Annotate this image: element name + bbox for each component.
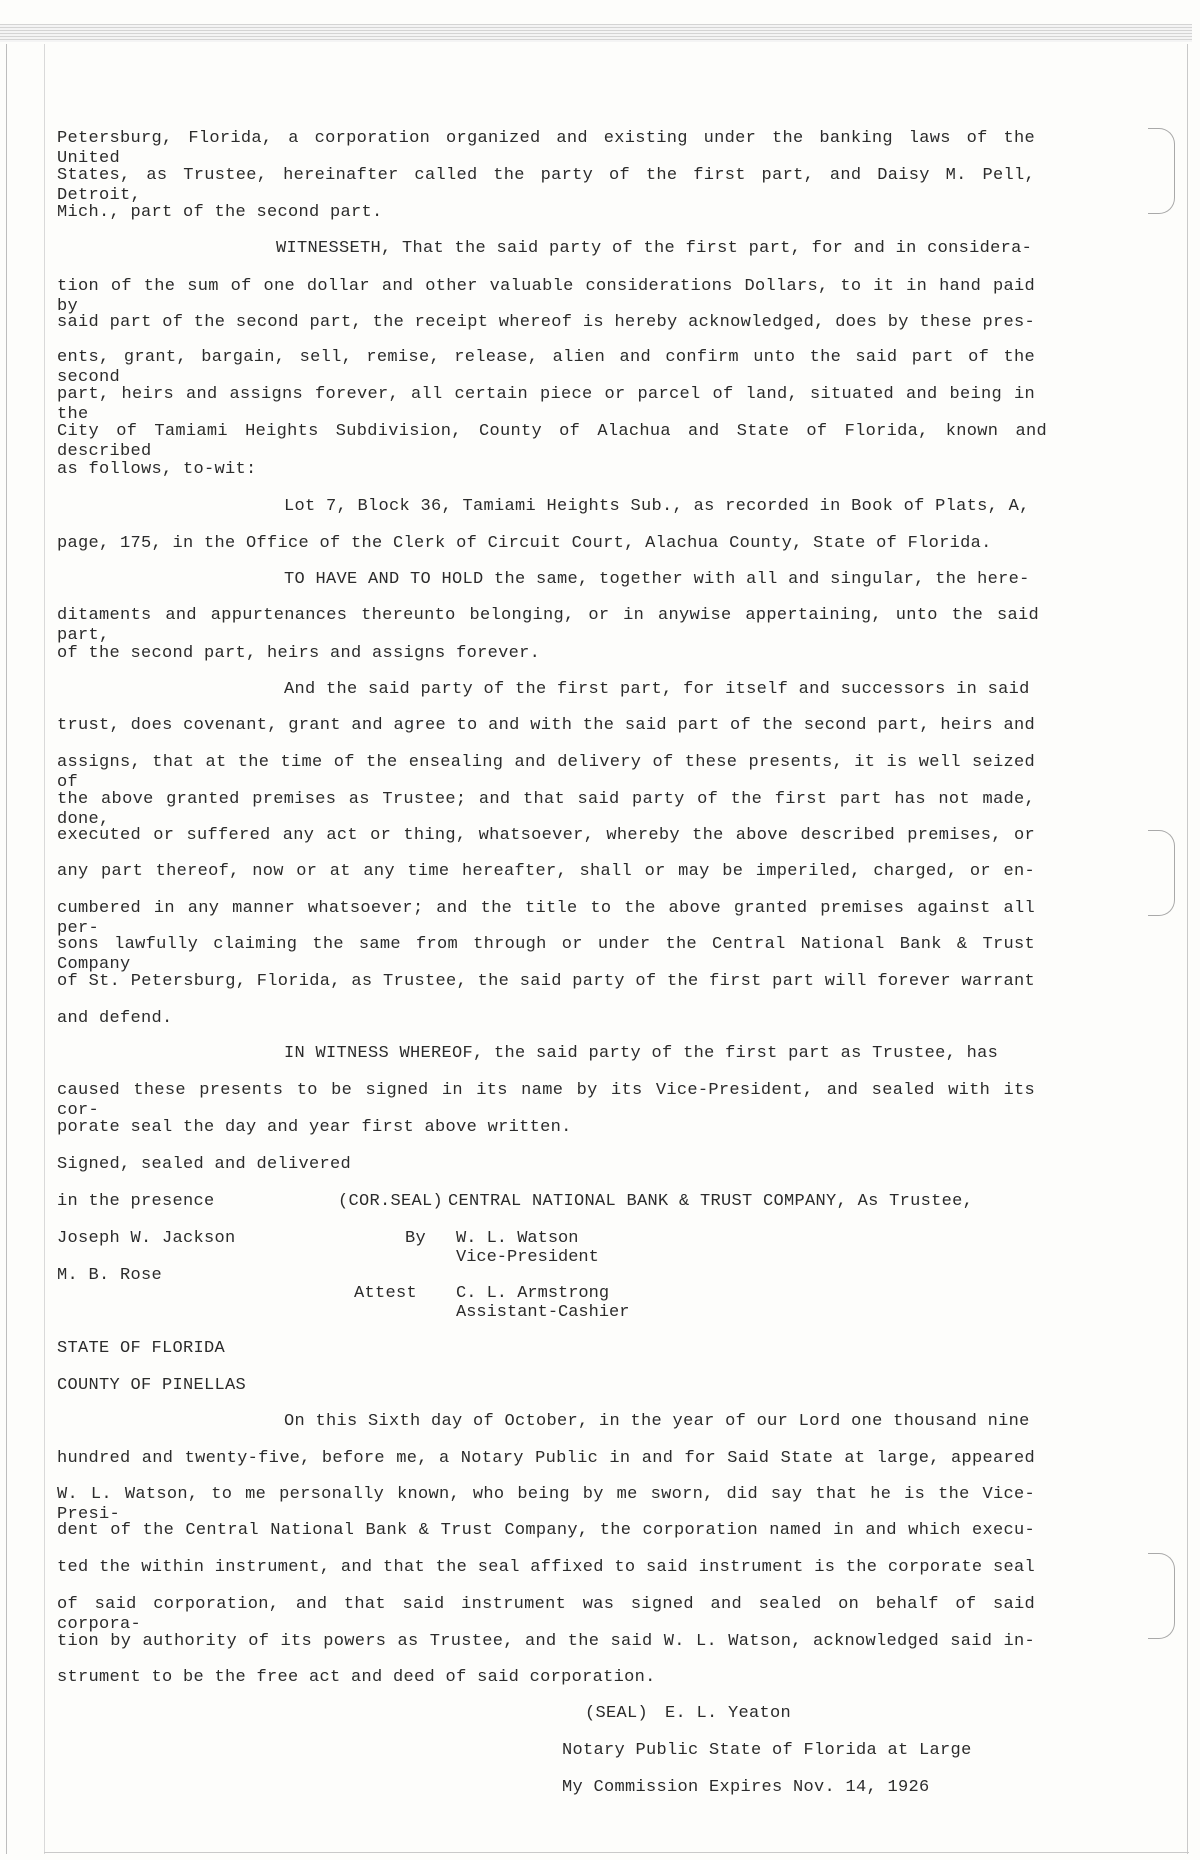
- acknowledgment-line: hundred and twenty-five, before me, a Notary Public in and for Said State at large, appeared: [57, 1449, 1035, 1468]
- corporate-seal-label: (COR.SEAL): [338, 1192, 444, 1211]
- notary-commission: My Commission Expires Nov. 14, 1926: [562, 1778, 930, 1797]
- left-margin-line: [44, 44, 45, 1854]
- testimonium-line: caused these presents to be signed in its name by its Vice-President, and sealed with its cor-: [57, 1081, 1035, 1120]
- covenant-line: the above granted premises as Trustee; and that said party of the first part has not made, done,: [57, 790, 1035, 829]
- acknowledgment-line: dent of the Central National Bank & Trust Company, the corporation named in and which execu-: [57, 1521, 1035, 1540]
- witness-signature: Joseph W. Jackson: [57, 1229, 236, 1248]
- habendum-line: TO HAVE AND TO HOLD the same, together with all and singular, the here-: [284, 570, 1030, 589]
- testimonium-line: IN WITNESS WHEREOF, the said party of the first part as Trustee, has: [284, 1044, 999, 1063]
- lot-line: Lot 7, Block 36, Tamiami Heights Sub., as recorded in Book of Plats, A,: [284, 497, 1030, 516]
- witnesseth-line: ents, grant, bargain, sell, remise, release, alien and confirm unto the said part of the second: [57, 348, 1035, 387]
- covenant-line: And the said party of the first part, for itself and successors in said: [284, 680, 1030, 699]
- deed-line: Petersburg, Florida, a corporation organized and existing under the banking laws of the United: [57, 129, 1035, 168]
- presence-line: in the presence: [57, 1192, 215, 1211]
- acknowledgment-line: of said corporation, and that said instrument was signed and sealed on behalf of said corpora-: [57, 1595, 1035, 1634]
- right-border: [1187, 44, 1188, 1854]
- witnesseth-line: tion of the sum of one dollar and other valuable considerations Dollars, to it in hand paid by: [57, 277, 1035, 316]
- binder-hole-3: [1148, 1553, 1175, 1639]
- covenant-line: and defend.: [57, 1009, 173, 1028]
- attester-name: C. L. Armstrong: [456, 1284, 610, 1303]
- acknowledgment-line: strument to be the free act and deed of said corporation.: [57, 1668, 656, 1687]
- witness-signature: M. B. Rose: [57, 1266, 163, 1285]
- top-rule: [0, 24, 1192, 42]
- binder-hole-1: [1148, 128, 1175, 214]
- lot-line: page, 175, in the Office of the Clerk of Circuit Court, Alachua County, State of Florida.: [57, 534, 992, 553]
- venue-state: STATE OF FLORIDA: [57, 1339, 226, 1358]
- acknowledgment-line: On this Sixth day of October, in the year of our Lord one thousand nine: [284, 1412, 1030, 1431]
- covenant-line: sons lawfully claiming the same from through or under the Central National Bank & Trust Company: [57, 935, 1035, 974]
- covenant-line: executed or suffered any act or thing, whatsoever, whereby the above described premises, or: [57, 826, 1035, 845]
- habendum-line: ditaments and appurtenances thereunto belonging, or in anywise appertaining, unto the said part,: [57, 606, 1039, 645]
- by-label: By: [405, 1229, 427, 1248]
- notary-seal-label: (SEAL): [585, 1704, 649, 1723]
- bottom-border: [44, 1852, 1189, 1853]
- acknowledgment-line: tion by authority of its powers as Trustee, and the said W. L. Watson, acknowledged said in-: [57, 1632, 1035, 1651]
- acknowledgment-line: ted the within instrument, and that the seal affixed to said instrument is the corporate seal: [57, 1558, 1035, 1577]
- testimonium-line: porate seal the day and year first above written.: [57, 1118, 572, 1137]
- deed-line: States, as Trustee, hereinafter called the party of the first part, and Daisy M. Pell, Detroit,: [57, 166, 1035, 205]
- notary-name: E. L. Yeaton: [665, 1704, 792, 1723]
- habendum-line: of the second part, heirs and assigns forever.: [57, 644, 541, 663]
- venue-county: COUNTY OF PINELLAS: [57, 1376, 247, 1395]
- deed-line: Mich., part of the second part.: [57, 203, 383, 222]
- witnesseth-line: City of Tamiami Heights Subdivision, County of Alachua and State of Florida, known and described: [57, 422, 1047, 461]
- attest-label: Attest: [354, 1284, 418, 1303]
- signed-sealed-line: Signed, sealed and delivered: [57, 1155, 352, 1174]
- corporation-name: CENTRAL NATIONAL BANK & TRUST COMPANY, As Trustee,: [448, 1192, 974, 1211]
- covenant-line: assigns, that at the time of the ensealing and delivery of these presents, it is well seized of: [57, 753, 1035, 792]
- witnesseth-line: as follows, to-wit:: [57, 460, 257, 479]
- witnesseth-line: said part of the second part, the receipt whereof is hereby acknowledged, does by these pres-: [57, 313, 1035, 332]
- signer-name: W. L. Watson: [456, 1229, 579, 1248]
- notary-title: Notary Public State of Florida at Large: [562, 1741, 972, 1760]
- attester-title: Assistant-Cashier: [456, 1303, 630, 1322]
- signer-title: Vice-President: [456, 1248, 599, 1267]
- covenant-line: cumbered in any manner whatsoever; and the title to the above granted premises against all per-: [57, 899, 1035, 938]
- covenant-line: any part thereof, now or at any time hereafter, shall or may be imperiled, charged, or en-: [57, 862, 1035, 881]
- witnesseth-line: part, heirs and assigns forever, all certain piece or parcel of land, situated and being in the: [57, 385, 1035, 424]
- binder-hole-2: [1148, 830, 1175, 916]
- left-border: [6, 44, 7, 1854]
- covenant-line: trust, does covenant, grant and agree to and with the said part of the second part, heirs and: [57, 716, 1035, 735]
- witnesseth-line: WITNESSETH, That the said party of the first part, for and in considera-: [276, 239, 1033, 258]
- covenant-line: of St. Petersburg, Florida, as Trustee, the said party of the first part will forever warrant: [57, 972, 1035, 991]
- acknowledgment-line: W. L. Watson, to me personally known, who being by me sworn, did say that he is the Vice-Presi-: [57, 1485, 1035, 1524]
